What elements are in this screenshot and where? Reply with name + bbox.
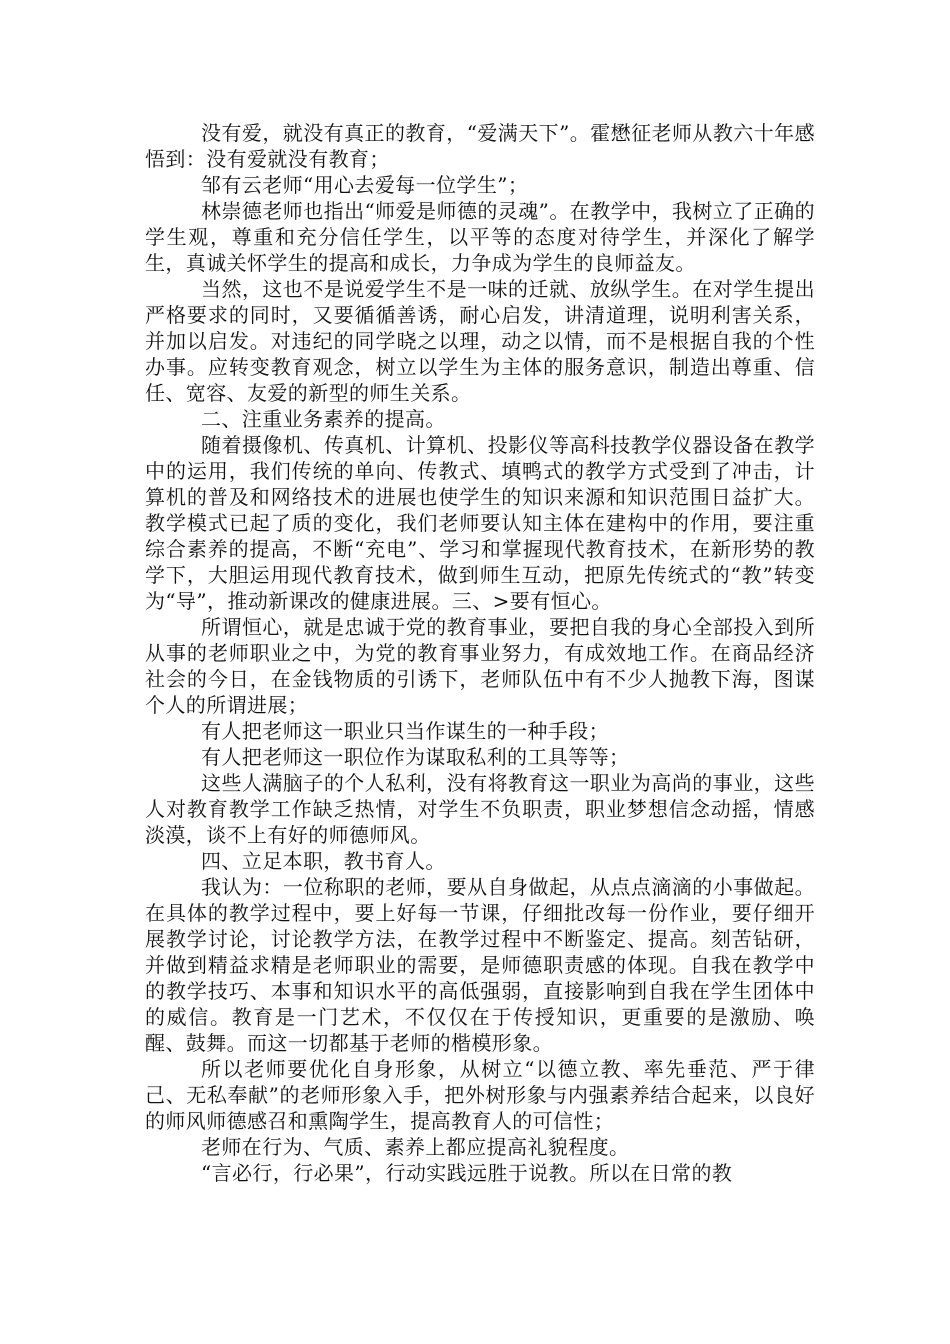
paragraph: 有人把老师这一职业只当作谋生的一种手段； — [201, 719, 609, 743]
paragraph: 没有爱，就没有真正的教育，“爱满天下”。霍懋征老师从教六十年感悟到：没有爱就没有教育； — [145, 121, 815, 171]
paragraph: 老师在行为、气质、素养上都应提高礼貌程度。 — [201, 1135, 630, 1159]
section-heading: 四、立足本职，教书育人。 — [201, 849, 446, 873]
paragraph: 邹有云老师“用心去爱每一位学生”； — [201, 173, 529, 197]
paragraph: 林崇德老师也指出“师爱是师德的灵魂”。在教学中，我树立了正确的学生观，尊重和充分信任学生，以平等的态度对待学生，并深化了解学生，真诚关怀学生的提高和成长，力争成为学生的良师益友。 — [145, 199, 815, 275]
paragraph: 有人把老师这一职位作为谋取私利的工具等等； — [201, 745, 630, 769]
section-heading: 二、注重业务素养的提高。 — [201, 407, 446, 431]
paragraph: 当然，这也不是说爱学生不是一味的迁就、放纵学生。在对学生提出严格要求的同时，又要循循善诱，耐心启发，讲清道理，说明利害关系，并加以启发。对违纪的同学晓之以理，动之以情，而不是根据自我的个性办事。应转变教育观念，树立以学生为主体的服务意识，制造出尊重、信任、宽容、友爱的新型的师生关系。 — [145, 277, 815, 405]
paragraph: 随着摄像机、传真机、计算机、投影仪等高科技教学仪器设备在教学中的运用，我们传统的单向、传教式、填鸭式的教学方式受到了冲击，计算机的普及和网络技术的进展也使学生的知识来源和知识范围日益扩大。教学模式已起了质的变化，我们老师要认知主体在建构中的作用，要注重综合素养的提高，不断“充电”、学习和掌握现代教育技术，在新形势的教学下，大胆运用现代教育技术，做到师生互动，把原先传统式的“教”转变为“导”，推动新课改的健康进展。三、>要有恒心。 — [145, 433, 815, 613]
paragraph: 所谓恒心，就是忠诚于党的教育事业，要把自我的身心全部投入到所从事的老师职业之中，为党的教育事业努力，有成效地工作。在商品经济社会的今日，在金钱物质的引诱下，老师队伍中有不少人抛教下海，图谋个人的所谓进展； — [145, 615, 815, 717]
paragraph: 所以老师要优化自身形象，从树立“以德立教、率先垂范、严于律己、无私奉献”的老师形象入手，把外树形象与内强素养结合起来，以良好的师风师德感召和熏陶学生，提高教育人的可信性； — [145, 1057, 815, 1133]
paragraph: “言必行，行必果”，行动实践远胜于说教。所以在日常的教 — [201, 1161, 733, 1185]
document-body — [145, 120, 815, 1186]
paragraph: 这些人满脑子的个人私利，没有将教育这一职业为高尚的事业，这些人对教育教学工作缺乏热情，对学生不负职责，职业梦想信念动摇，情感淡漠，谈不上有好的师德师风。 — [145, 771, 815, 847]
paragraph: 我认为：一位称职的老师，要从自身做起，从点点滴滴的小事做起。在具体的教学过程中，要上好每一节课，仔细批改每一份作业，要仔细开展教学讨论，讨论教学方法，在教学过程中不断鉴定、提高。刻苦钻研，并做到精益求精是老师职业的需要，是师德职责感的体现。自我在教学中的教学技巧、本事和知识水平的高低强弱，直接影响到自我在学生团体中的威信。教育是一门艺术，不仅仅在于传授知识，更重要的是激励、唤醒、鼓舞。而这一切都基于老师的楷模形象。 — [145, 875, 815, 1055]
